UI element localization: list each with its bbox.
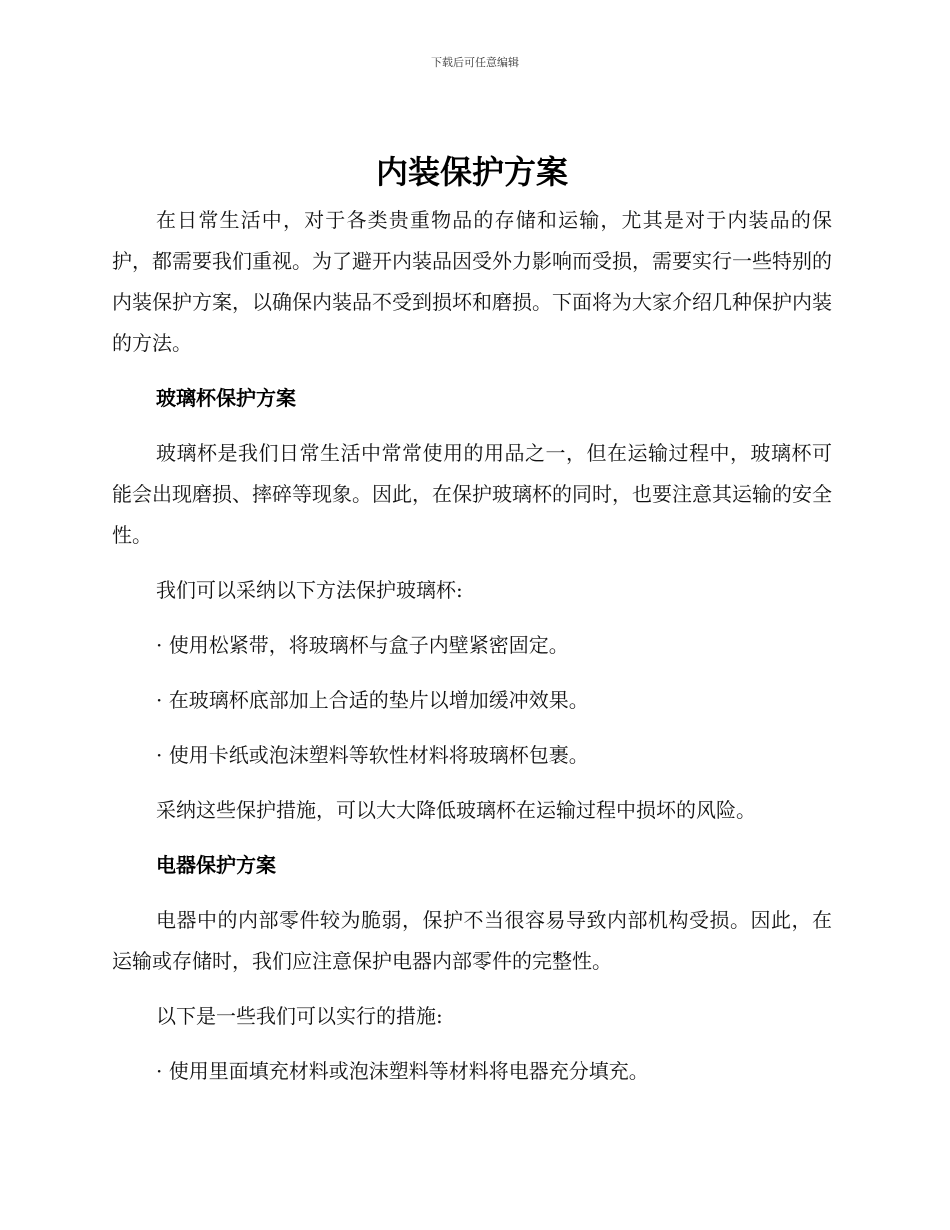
section-conclusion-glass: 采纳这些保护措施，可以大大降低玻璃杯在运输过程中损坏的风险。 [156,798,756,822]
section-paragraph-appliance: 电器中的内部零件较为脆弱，保护不当很容易导致内部机构受损。因此，在运输或存储时，我们应注意保护电器内部零件的完整性。 [112,908,832,973]
document-title: 内装保护方案 [375,153,568,191]
list-item: · 在玻璃杯底部加上合适的垫片以增加缓冲效果。 [156,688,589,712]
section-heading-glass: 玻璃杯保护方案 [156,386,296,410]
list-item: · 使用里面填充材料或泡沫塑料等材料将电器充分填充。 [156,1059,649,1083]
document-body [112,150,832,1106]
section-lead-appliance: 以下是一些我们可以实行的措施: [156,1004,443,1028]
section-lead-glass: 我们可以采纳以下方法保护玻璃杯: [156,578,463,602]
list-item: · 使用松紧带，将玻璃杯与盒子内壁紧密固定。 [156,633,569,657]
section-heading-appliance: 电器保护方案 [156,853,276,877]
list-item: · 使用卡纸或泡沫塑料等软性材料将玻璃杯包裹。 [156,743,589,767]
intro-paragraph: 在日常生活中，对于各类贵重物品的存储和运输，尤其是对于内装品的保护，都需要我们重视。为了避开内装品因受外力影响而受损，需要实行一些特别的内装保护方案，以确保内装品不受到损坏和磨损。下面将为大家介绍几种保护内装的方法。 [112,208,832,355]
header-note: 下载后可任意编辑 [431,56,519,69]
section-paragraph-glass: 玻璃杯是我们日常生活中常常使用的用品之一，但在运输过程中，玻璃杯可能会出现磨损、摔碎等现象。因此，在保护玻璃杯的同时，也要注意其运输的安全性。 [112,441,832,547]
